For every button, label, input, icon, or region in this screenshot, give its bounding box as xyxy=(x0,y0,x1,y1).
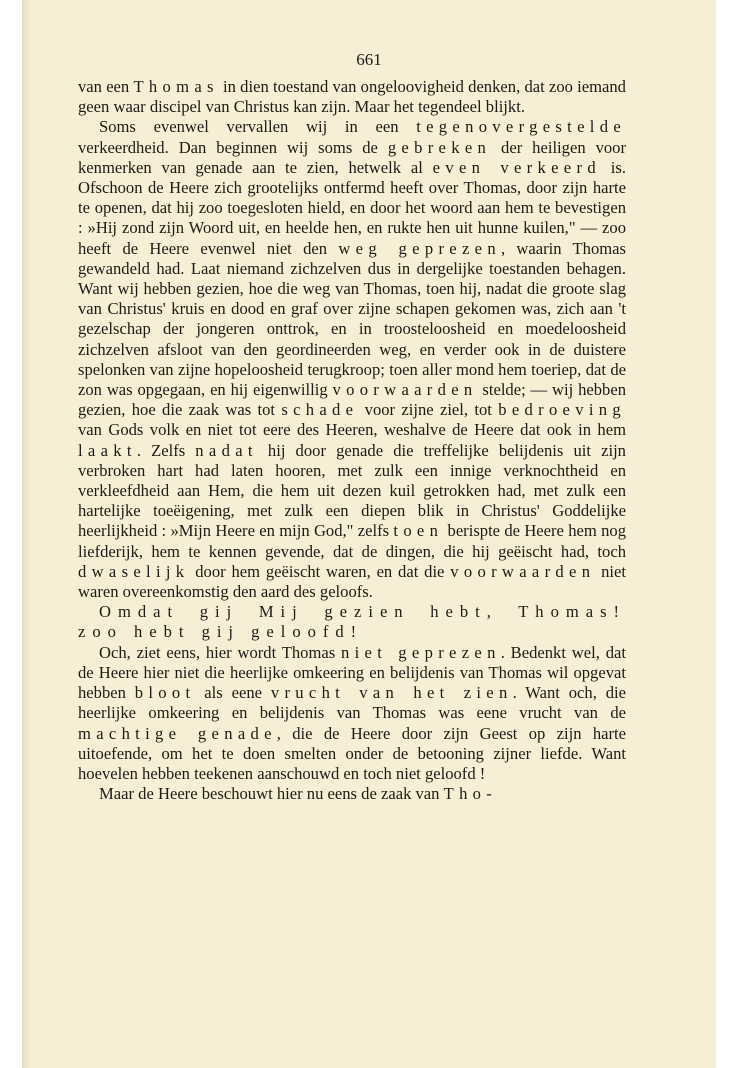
text-run: , die de Heere door zijn Geest op zijn harte uitoefende, om het te doen smelten onder de betooning zijner liefde. Want hoevelen hebben teekenen aanschouwd en toch niet geloofd ! xyxy=(78,723,626,783)
text-run: verkeerdheid. Dan beginnen wij soms de xyxy=(78,137,388,157)
spaced-emphasis: bedroeving xyxy=(498,400,626,420)
spaced-emphasis: weg geprezen xyxy=(338,238,501,258)
spaced-emphasis: laakt xyxy=(78,440,137,460)
paragraph-p1 xyxy=(78,77,626,117)
text-run: is. Ofschoon de Heere zich grootelijks ontfermd heeft over Thomas, door zijn harte te openen, dat hij zoo toegesloten hield, en door het woord aan hem te bevestigen : »Hij zond zijn Woord uit, en heelde hen, en rukte hen uit hunne kuilen," — zoo heeft de Heere evenwel niet den xyxy=(78,157,626,258)
text-run: berispte de Heere hem nog liefderijk, hem te kennen gevende, dat de dingen, die hij geëischt had, toch xyxy=(78,521,626,561)
text-run: Och, ziet eens, hier wordt Thomas xyxy=(99,642,342,662)
spaced-emphasis: voorwaarden xyxy=(450,561,596,581)
text-run: , waarin Thomas gewandeld had. Laat niemand zichzelven dus in dergelijke toestanden behagen. Want wij hebben gezien, hoe die weg van Thomas, toen hij, nadat die groote slag van Christus' kruis en dood en graf over zijne schapen gekomen was, zich aan 't gezelschap der jongeren onttrok, en in troosteloosheid en moedeloosheid zichzelven afsloot van den geordineerden weg, en verder ook in de duistere spelonken van zijne hopeloosheid terugkroop; toen aller mond hem toeriep, dat de zon was opgegaan, en hij eigenwillig xyxy=(78,238,626,400)
text-run: als eene xyxy=(195,683,271,703)
spaced-emphasis: Tho- xyxy=(443,784,498,804)
text-run: van Gods volk en niet tot eere des Heeren, weshalve de Heere dat ook in hem xyxy=(78,420,626,440)
text-run: stelde; — wij hebben gezien, hoe die zaak was tot xyxy=(78,380,626,420)
body-text xyxy=(78,77,626,804)
text-run: in dien toestand van ongeloovigheid denken, dat zoo iemand geen waar discipel van Christus kan zijn. Maar het tegendeel blijkt. xyxy=(78,77,626,117)
page-gutter-shadow xyxy=(22,0,32,1068)
spaced-emphasis: Omdat gij Mij gezien hebt, Thomas! zoo hebt gij geloofd! xyxy=(78,602,626,642)
text-run: Soms evenwel vervallen wij in een xyxy=(99,117,417,137)
spaced-emphasis: dwaselijk xyxy=(78,561,190,581)
spaced-emphasis: bloot xyxy=(134,683,196,703)
text-run: door hem geëischt waren, en dat die xyxy=(189,561,451,581)
text-run: van een xyxy=(78,77,134,96)
paragraph-p3 xyxy=(78,602,626,642)
paragraph-p5 xyxy=(78,784,626,804)
spaced-emphasis: toen xyxy=(393,521,444,541)
spaced-emphasis: machtige genade xyxy=(78,723,277,743)
text-run: . Bedenkt wel, dat de Heere hier niet die heerlijke omkeering en belijdenis van Thomas wil opgevat hebben xyxy=(78,642,626,703)
spaced-emphasis: Thomas xyxy=(133,77,219,96)
spaced-emphasis: gebreken xyxy=(387,137,492,157)
text-run: . Zelfs xyxy=(136,440,196,460)
spaced-emphasis: niet geprezen xyxy=(341,642,501,662)
text-run: niet waren overeenkomstig den aard des geloofs. xyxy=(78,561,627,602)
page-number: 661 xyxy=(356,50,382,69)
spaced-emphasis: schade xyxy=(281,400,359,420)
paragraph-p4 xyxy=(78,643,626,784)
text-run: hij door genade die treffelijke belijdenis uit zijn verbroken hart had laten hooren, met zulk een innige verknochtheid en verkleefdheid aan Hem, die hem uit dezen kuil getrokken had, met zulk een hartelijke toeëigening, met zulk een diepen blik in Christus' Goddelijke heerlijkheid : »Mijn Heere en mijn God," zelfs xyxy=(78,440,626,541)
spaced-emphasis: vrucht van het zien xyxy=(270,683,513,703)
text-run: der heiligen voor kenmerken van genade aan te zien, hetwelk al xyxy=(78,137,626,177)
paragraph-p2 xyxy=(78,117,626,602)
spaced-emphasis: even verkeerd xyxy=(432,157,601,177)
spaced-emphasis: nadat xyxy=(195,440,258,460)
text-run: . Want och, die heerlijke omkeering en belijdenis van Thomas was eene vrucht van de xyxy=(78,683,626,723)
book-page xyxy=(22,0,716,1068)
text-run: Maar de Heere beschouwt hier nu eens de zaak van xyxy=(99,784,444,804)
text-run: voor zijne ziel, tot xyxy=(358,400,499,420)
spaced-emphasis: voorwaarden xyxy=(332,380,478,400)
spaced-emphasis: tegenovergestelde xyxy=(416,117,626,137)
